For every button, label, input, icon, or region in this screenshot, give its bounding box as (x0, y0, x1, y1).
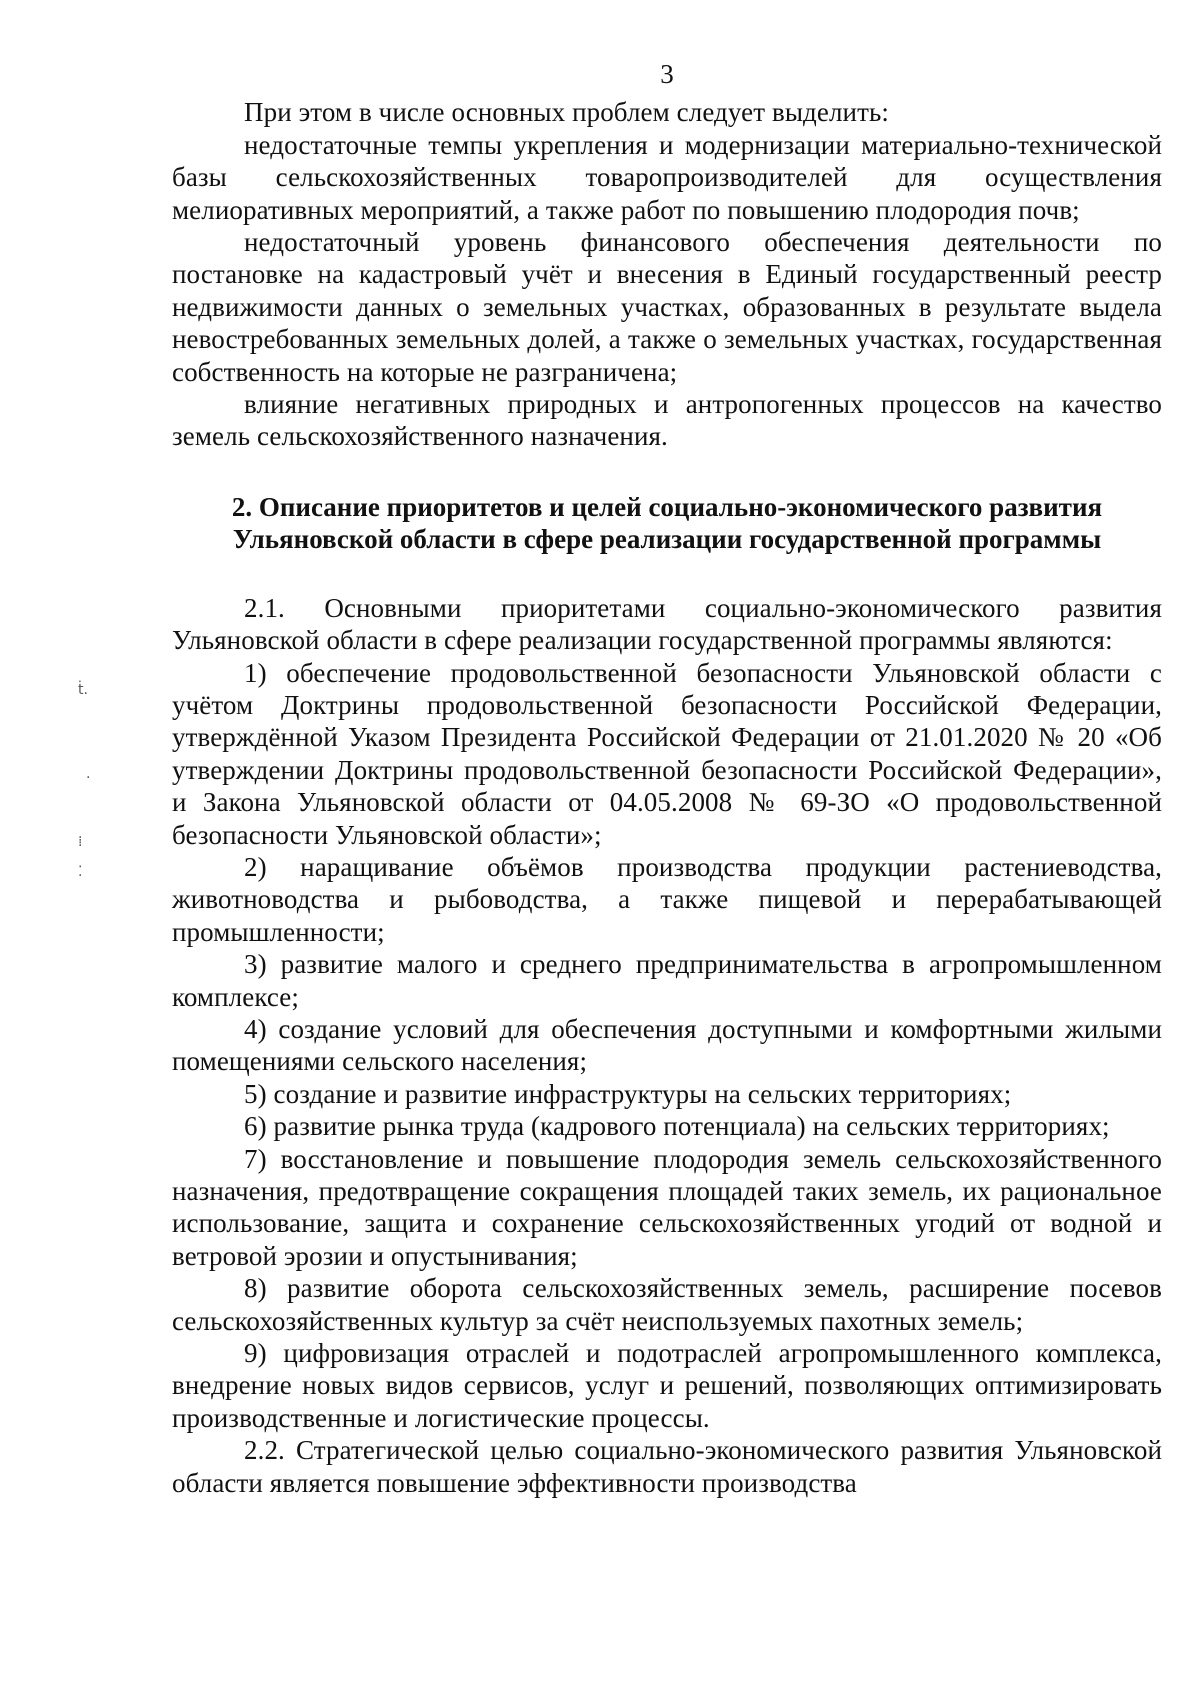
document-page (172, 58, 1162, 1499)
paragraph: недостаточные темпы укрепления и модернизации материально-технической базы сельскохозяйственных товаропроизводителей для осуществления мелиоративных мероприятий, а также работ по повышению плодородия почв; (172, 129, 1162, 225)
scan-artifact-mark: · (86, 770, 91, 786)
list-item: 3) развитие малого и среднего предпринимательства в агропромышленном комплексе; (172, 949, 1162, 1012)
paragraph: недостаточный уровень финансового обеспечения деятельности по постановке на кадастровый учёт и внесения в Единый государственный реестр недвижимости данных о земельных участках, образованных в результате выдела невостребованных земельных долей, а также о земельных участках, государственная собственность на которые не разграничена; (172, 227, 1162, 387)
list-item: 2) наращивание объёмов производства продукции растениеводства, животноводства и рыбоводства, а также пищевой и перерабатывающей промышленности; (172, 851, 1162, 947)
paragraph: 2.1. Основными приоритетами социально-экономического развития Ульяновской области в сфере реализации государственной программы являются: (172, 592, 1162, 656)
list-item: 9) цифровизация отраслей и подотраслей агропромышленного комплекса, внедрение новых видов сервисов, услуг и решений, позволяющих оптимизировать производственные и логистические процессы. (172, 1338, 1162, 1433)
list-item: 1) обеспечение продовольственной безопасности Ульяновской области с учётом Доктрины продовольственной безопасности Российской Федерации, утверждённой Указом Президента Российской Федерации от 21.01.2020 № 20 «Об утверждении Доктрины продовольственной безопасности Российской Федерации», и Закона Ульяновской области от 04.05.2008 № 69-ЗО «О продовольственной безопасности Ульяновской области»; (172, 657, 1162, 850)
list-item: 7) восстановление и повышение плодородия земель сельскохозяйственного назначения, предотвращение сокращения площадей таких земель, их рациональное использование, защита и сохранение сельскохозяйственных угодий от водной и ветровой эрозии и опустынивания; (172, 1143, 1162, 1271)
paragraph: При этом в числе основных проблем следует выделить: (244, 97, 890, 128)
page-number: 3 (660, 59, 674, 89)
paragraph: влияние негативных природных и антропогенных процессов на качество земель сельскохозяйственного назначения. (172, 389, 1162, 452)
section-heading: 2. Описание приоритетов и целей социально-экономического развития Ульяновской области в сфере реализации государственной программы (231, 491, 1103, 555)
paragraph: 2.2. Стратегической целью социально-экономического развития Ульяновской области является повышение эффективности производства (172, 1435, 1162, 1498)
list-item: 4) создание условий для обеспечения доступными и комфортными жилыми помещениями сельского населения; (172, 1013, 1162, 1077)
list-item: 6) развитие рынка труда (кадрового потенциала) на сельских территориях; (244, 1111, 1110, 1142)
scan-artifact-mark: ⁞ (78, 834, 83, 850)
scan-artifact-mark: ⁚ (78, 864, 83, 880)
scan-artifact-mark: ṫ. (78, 682, 88, 698)
list-item: 8) развитие оборота сельскохозяйственных земель, расширение посевов сельскохозяйственных культур за счёт неиспользуемых пахотных земель; (172, 1273, 1162, 1336)
list-item: 5) создание и развитие инфраструктуры на сельских территориях; (244, 1078, 1012, 1109)
